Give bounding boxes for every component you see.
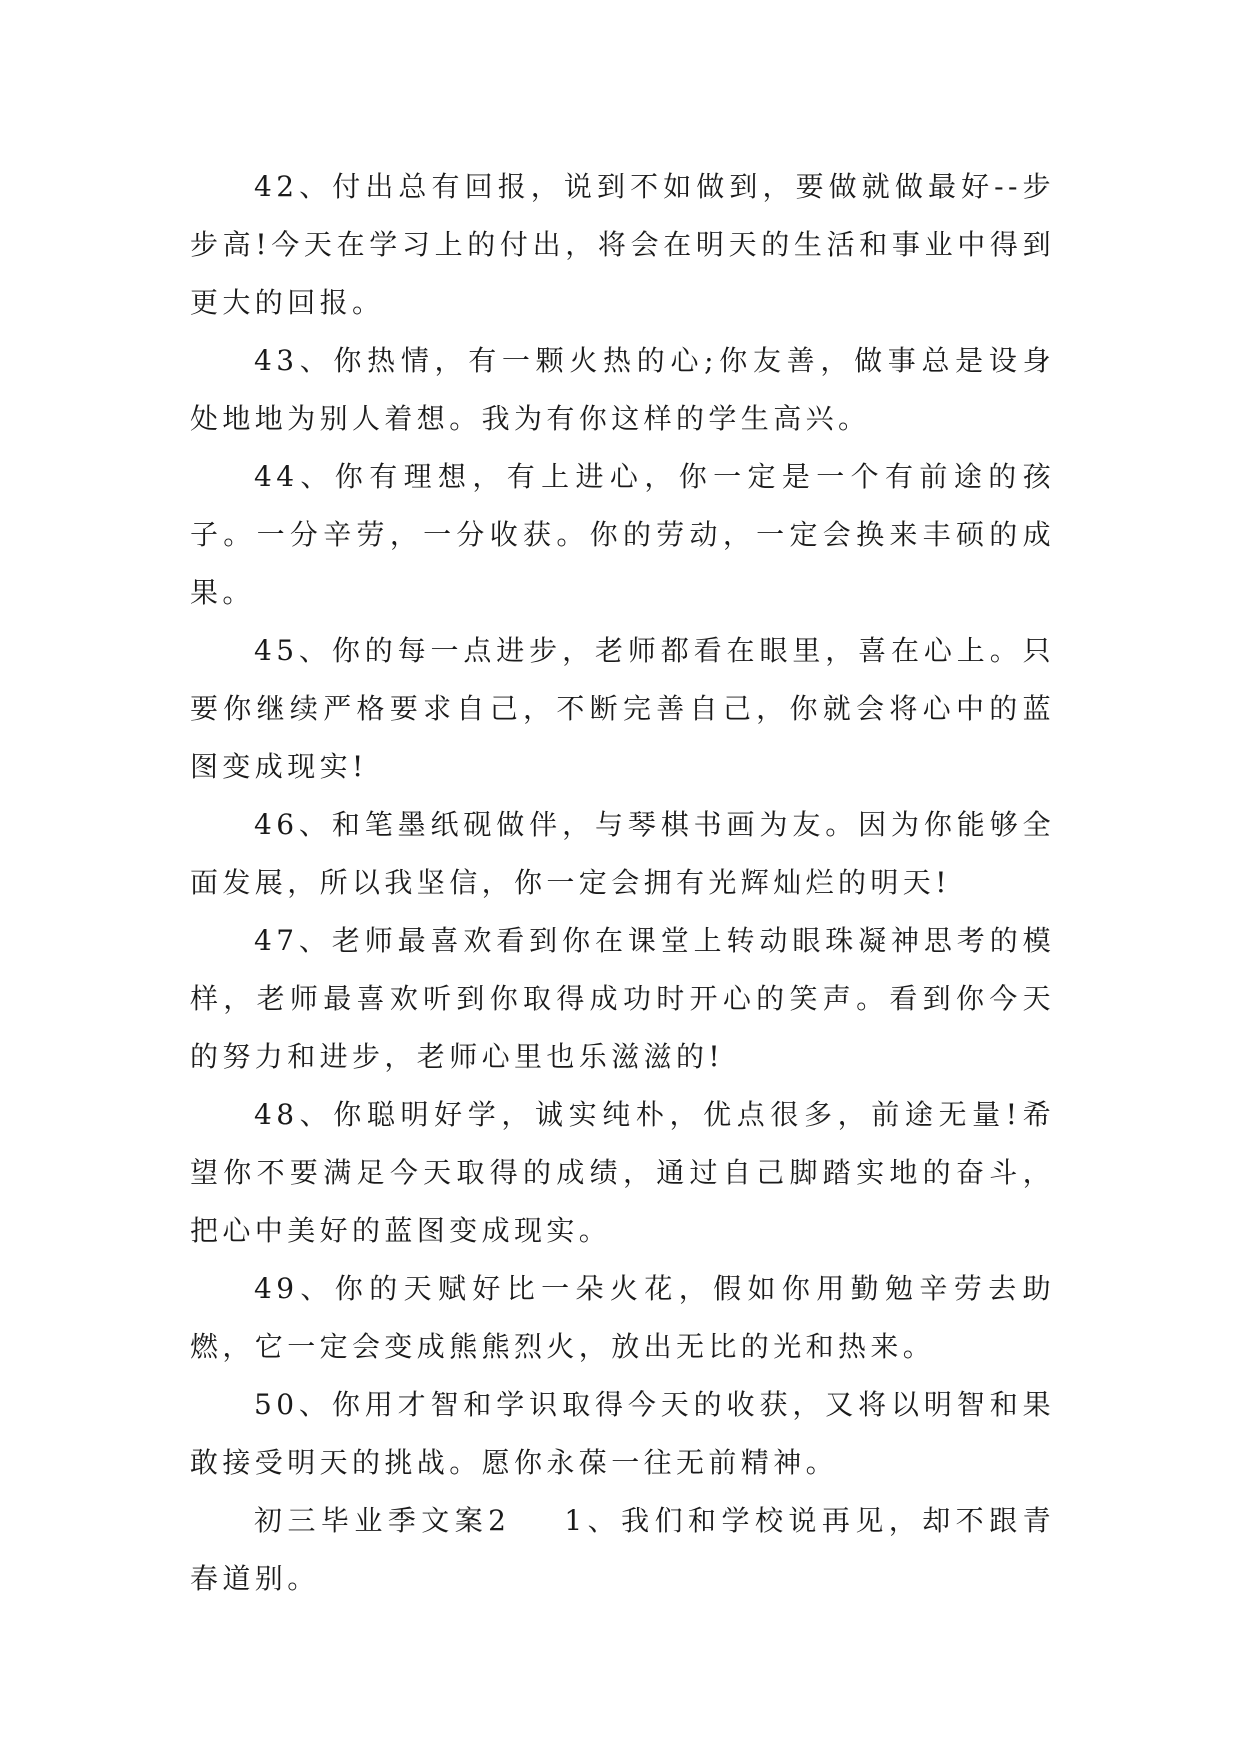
paragraph-47: 47、老师最喜欢看到你在课堂上转动眼珠凝神思考的模样，老师最喜欢听到你取得成功时开心的笑声。看到你今天的努力和进步，老师心里也乐滋滋的! — [190, 924, 1055, 1073]
document-body — [190, 158, 1055, 1608]
section-paragraph — [190, 1492, 1055, 1608]
paragraph-46: 46、和笔墨纸砚做伴，与琴棋书画为友。因为你能够全面发展，所以我坚信，你一定会拥有光辉灿烂的明天! — [190, 808, 1055, 899]
paragraph-50: 50、你用才智和学识取得今天的收获，又将以明智和果敢接受明天的挑战。愿你永葆一往无前精神。 — [190, 1388, 1055, 1479]
paragraph-48: 48、你聪明好学，诚实纯朴，优点很多，前途无量!希望你不要满足今天取得的成绩，通过自己脚踏实地的奋斗，把心中美好的蓝图变成现实。 — [190, 1098, 1055, 1247]
section-first-item: 1、我们和学校说再见，却不跟青春道别。 — [190, 1504, 1055, 1595]
paragraph-44: 44、你有理想，有上进心，你一定是一个有前途的孩子。一分辛劳，一分收获。你的劳动，一定会换来丰硕的成果。 — [190, 460, 1055, 609]
section-heading: 初三毕业季文案2 — [254, 1504, 511, 1537]
paragraph-49: 49、你的天赋好比一朵火花，假如你用勤勉辛劳去助燃，它一定会变成熊熊烈火，放出无比的光和热来。 — [190, 1272, 1055, 1363]
paragraph-42: 42、付出总有回报，说到不如做到，要做就做最好--步步高!今天在学习上的付出，将会在明天的生活和事业中得到更大的回报。 — [190, 170, 1055, 319]
paragraph-45: 45、你的每一点进步，老师都看在眼里，喜在心上。只要你继续严格要求自己，不断完善自己，你就会将心中的蓝图变成现实! — [190, 634, 1055, 783]
paragraph-43: 43、你热情，有一颗火热的心;你友善，做事总是设身处地地为别人着想。我为有你这样的学生高兴。 — [190, 344, 1055, 435]
